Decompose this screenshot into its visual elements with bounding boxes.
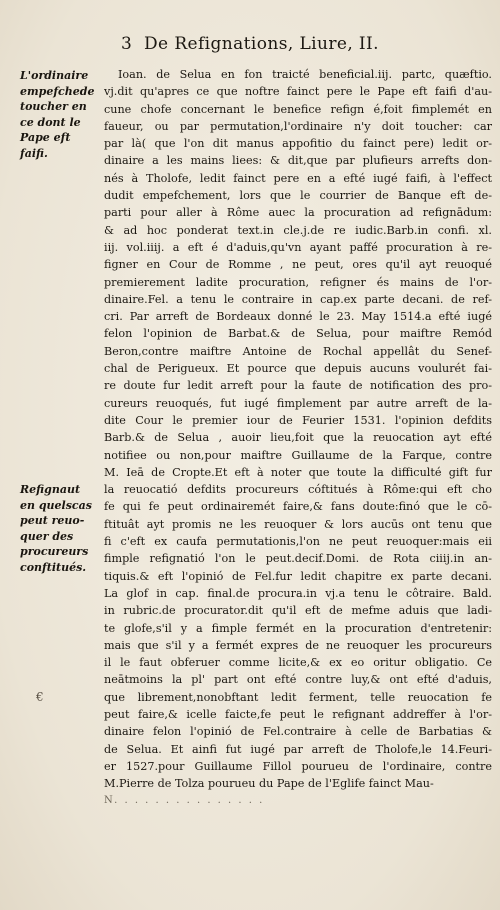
margin-mark: €: [36, 690, 44, 704]
text-line: parti pour aller à Rôme auec la procuration ad refignādum:: [104, 206, 492, 220]
text-line: chal de Perigueux. Et pource que depuis aucuns voulurét fai-: [104, 362, 492, 376]
text-line: te glofe,s'il y a fimple fermét en la procuration d'entretenir:: [104, 621, 492, 635]
text-line: fe qui fe peut ordinairemét faire,& fans doute:finó que le cō-: [104, 500, 492, 514]
running-header: [0, 34, 500, 54]
text-line: notifiee ou non,pour maiftre Guillaume de la Farque, contre: [104, 448, 492, 462]
text-line: Ioan. de Selua en fon traicté beneficial.iij. partc, quæftio.: [118, 68, 492, 81]
body-text: [104, 66, 492, 810]
text-line: in rubric.de procurator.dit qu'il eft de mefme aduis que ladi-: [104, 604, 492, 618]
margin-note-ordinaire: [20, 68, 98, 162]
text-line: vj.dit qu'apres ce que noftre fainct pere le Pape eft faifi d'au-: [104, 85, 492, 99]
text-line: dinaire a les mains liees: & dit,que par plufieurs arrefts don-: [104, 154, 492, 168]
text-line: cri. Par arreft de Bordeaux donné le 23. May 1514.a efté iugé: [104, 310, 492, 324]
text-line: peut faire,& icelle faicte,fe peut le refignant addreffer à l'or-: [104, 707, 492, 721]
margin-note-line: ce dont le: [20, 115, 81, 129]
text-line: tiquis.& eft l'opinió de Fel.fur ledit chapitre ex parte decani.: [104, 569, 492, 583]
text-line: fimple refignatió l'on le peut.decif.Domi. de Rota ciiij.in an-: [104, 552, 492, 566]
text-line: de Selua. Et ainfi fut iugé par arreft de Tholofe,le 14.Feuri-: [104, 742, 492, 756]
text-line: er 1527.pour Guillaume Fillol pourueu de l'ordinaire, contre: [104, 759, 492, 773]
text-line: M. Ieā de Cropte.Et eft à noter que toute la difficulté gift fur: [104, 465, 492, 479]
text-line: figner en Cour de Romme , ne peut, ores qu'il ayt reuoqué: [104, 258, 492, 272]
text-line: iij. vol.iiij. a eft é d'aduis,qu'vn ayant paffé procuration à re-: [104, 240, 492, 254]
margin-note-line: Refignaut: [20, 483, 81, 496]
margin-note-line: en quelscas: [20, 498, 92, 512]
text-line: cune chofe concernant le benefice refign é,foit fimplemét en: [104, 102, 492, 116]
text-line: & ad hoc ponderat text.in cle.j.de re iudic.Barb.in confi. xl.: [104, 223, 492, 237]
text-line: la reuocatió defdits procureurs cóftitués à Rôme:qui eft cho: [104, 483, 492, 497]
text-line: dinaire.Fel. a tenu le contraire in cap.ex parte decani. de ref-: [104, 292, 492, 306]
page-folio: 3: [121, 34, 133, 54]
text-line: N. . . . . . . . . . . . . . .: [104, 795, 265, 807]
text-line: Barb.& de Selua , auoir lieu,foit que la reuocation ayt efté: [104, 431, 492, 445]
margin-note-line: faifi.: [20, 146, 48, 160]
text-line: premierement ladite procuration, refigner és mains de l'or-: [104, 275, 492, 289]
text-line: il le faut obferuer comme licite,& ex eo oritur obligatio. Ce: [104, 656, 492, 670]
margin-note-line: empefchede: [20, 84, 95, 98]
text-line: M.Pierre de Tolza pourueu du Pape de l'Eglife fainct Mau-: [104, 777, 434, 791]
text-line: Beron,contre maiftre Antoine de Rochal appellât du Senef-: [104, 344, 492, 358]
text-line: mais que s'il y a fermét expres de ne reuoquer les procureurs: [104, 638, 492, 652]
margin-note-line: conftitués.: [20, 560, 87, 574]
text-line: neātmoins la pl' part ont efté contre luy,& ont efté d'aduis,: [104, 673, 492, 687]
text-line: dudit empefchement, lors que le courrier de Banque eft de-: [104, 189, 492, 203]
margin-note-line: toucher en: [20, 100, 87, 114]
margin-note-line: quer des: [20, 529, 74, 543]
margin-note-refignant: [20, 482, 98, 576]
text-line: re doute fur ledit arreft pour la faute de notification des pro-: [104, 379, 492, 393]
margin-note-line: Pape eft: [20, 131, 71, 145]
text-line: La glof in cap. final.de procura.in vj.a tenu le côtraire. Bald.: [104, 586, 492, 600]
text-line: dinaire felon l'opinió de Fel.contraire à celle de Barbatias &: [104, 725, 492, 739]
margin-note-line: L'ordinaire: [20, 69, 89, 82]
text-line: faueur, ou par permutation,l'ordinaire n'y doit toucher: car: [104, 119, 492, 133]
text-line: cureurs reuoqués, fut iugé fimplement par autre arreft de la-: [104, 396, 492, 410]
margin-note-line: peut reuo-: [20, 514, 85, 528]
text-line: que librement,nonobftant ledit ferment, telle reuocation fe: [104, 690, 492, 704]
text-line: par là( que l'on dit manus appofitio du fainct pere) ledit or-: [104, 137, 492, 151]
text-line: fi c'eft ex caufa permutationis,l'on ne peut reuoquer:mais eii: [104, 535, 492, 549]
text-line: nés à Tholofe, ledit fainct pere en a efté iugé faifi, à l'effect: [104, 171, 492, 185]
text-line: ftituât ayt promis ne les reuoquer & lors aucūs ont tenu que: [104, 517, 492, 531]
text-line: dite Cour le premier iour de Feurier 1531. l'opinion defdits: [104, 413, 492, 427]
text-line: felon l'opinion de Barbat.& de Selua, pour maiftre Remód: [104, 327, 492, 341]
running-title: De Refignations, Liure, II.: [144, 34, 379, 54]
margin-note-line: procureurs: [20, 545, 89, 559]
